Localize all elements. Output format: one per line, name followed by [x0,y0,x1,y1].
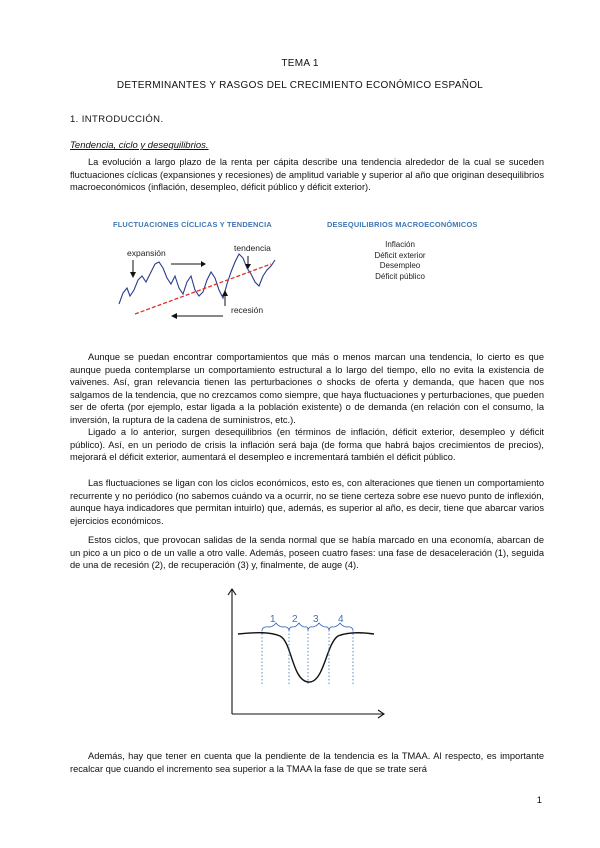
figure-imbalances [325,218,505,288]
paragraph-6-text: Además, hay que tener en cuenta que la pendiente de la tendencia es la TMAA. Al respecto, es importante recalcar que cuando el incremento sea superior a la TMAA la fase de que se trate será [70,751,544,774]
imbalance-item: Desempleo [379,261,421,270]
document-tema: TEMA 1 [281,58,319,69]
paragraph-4 [70,477,544,527]
paragraph-6 [70,750,544,775]
paragraph-2 [70,351,544,427]
figure-imbalances-title: DESEQUILIBRIOS MACROECONÓMICOS [327,220,478,229]
paragraph-5 [70,534,544,572]
label-recesion: recesión [231,305,264,315]
phase-label-3: 3 [313,614,319,625]
figure-fluctuations [105,218,295,328]
paragraph-2-text: Aunque se puedan encontrar comportamientos que más o menos marcan una tendencia, lo cierto es que aunque pueda contemplarse un comportamiento estructural a lo largo del tiempo, ello no evita la existencia de vaivenes. Así, gran relevancia tienen las perturbaciones o shocks de oferta y demanda, que hacen que nos salgamos de la tendencia, que no crezcamos como siempre, que haya fluctuaciones y perturbaciones, que pueden ser de oferta (por ejemplo, estar ligada a la población existente) o de demanda (en relación con el consumo, la inversión, la ruptura de la cadena de suministros, etc.). [70,352,544,425]
cycle-curve [238,633,374,682]
imbalance-item: Déficit exterior [374,250,426,260]
page-number: 1 [536,795,542,806]
phase-label-1: 1 [270,614,276,625]
figure-fluctuations-title: FLUCTUACIONES CÍCLICAS Y TENDENCIA [113,220,272,229]
paragraph-4-text: Las fluctuaciones se ligan con los ciclos económicos, esto es, con alteraciones que tienen un comportamiento recurrente y no periódico (no sabemos cuándo va a ocurrir, no se tiene certeza sobre ese nuevo punto de inflexión, aunque haya indicadores que permitan intuirlo) que, además, es superior al año, es decir, tiene que abarcar varios ejercicios económicos. [70,478,544,526]
imbalance-item: Inflación [385,240,415,249]
paragraph-3 [70,426,544,464]
cycle-line [119,254,275,304]
paragraph-3-text: Ligado a lo anterior, surgen desequilibrios (en términos de inflación, déficit exterior, desempleo y déficit público). Así, en un periodo de crisis la inflación será baja (de forma que habrá bajos crecimientos de precios), mejorará el déficit exterior, aumentará el desempleo e incrementará también el déficit público. [70,427,544,463]
paragraph-1 [70,156,544,194]
phase-label-4: 4 [338,614,344,625]
figure-fluctuations-chart [105,218,295,328]
cycle-phases-chart [218,586,388,720]
section-heading: 1. INTRODUCCIÓN. [70,114,164,125]
imbalance-item: Déficit público [375,271,425,281]
expansion-arrowhead-right [201,261,206,267]
label-tendencia: tendencia [234,243,271,253]
paragraph-5-text: Estos ciclos, que provocan salidas de la senda normal que se había marcado en una economía, abarcan de un pico a un pico o de un valle a otro valle. Además, poseen cuatro fases: una fase de desaceleración (1), seguida de una de recesión (2), de recuperación (3) y, finalmente, de auge (4). [70,535,544,571]
paragraph-1-text: La evolución a largo plazo de la renta per cápita describe una tendencia alrededor de la cual se suceden fluctuaciones cíclicas (expansiones y recesiones) de amplitud variable y superior al año que originan desequilibrios macroeconómicos (inflación, desempleo, déficit público y déficit exterior). [70,157,544,193]
imbalances-list [365,240,435,282]
section-subheading: Tendencia, ciclo y desequilibrios. [70,140,209,151]
recesion-arrowhead-up [222,290,228,296]
figure-cycle-phases [218,586,388,720]
label-expansion: expansión [127,248,166,258]
phase-label-2: 2 [292,614,298,625]
expansion-arrowhead [130,272,136,278]
document-title: DETERMINANTES Y RASGOS DEL CRECIMIENTO ECONÓMICO ESPAÑOL [116,80,484,91]
recesion-arrowhead-left [171,313,177,319]
